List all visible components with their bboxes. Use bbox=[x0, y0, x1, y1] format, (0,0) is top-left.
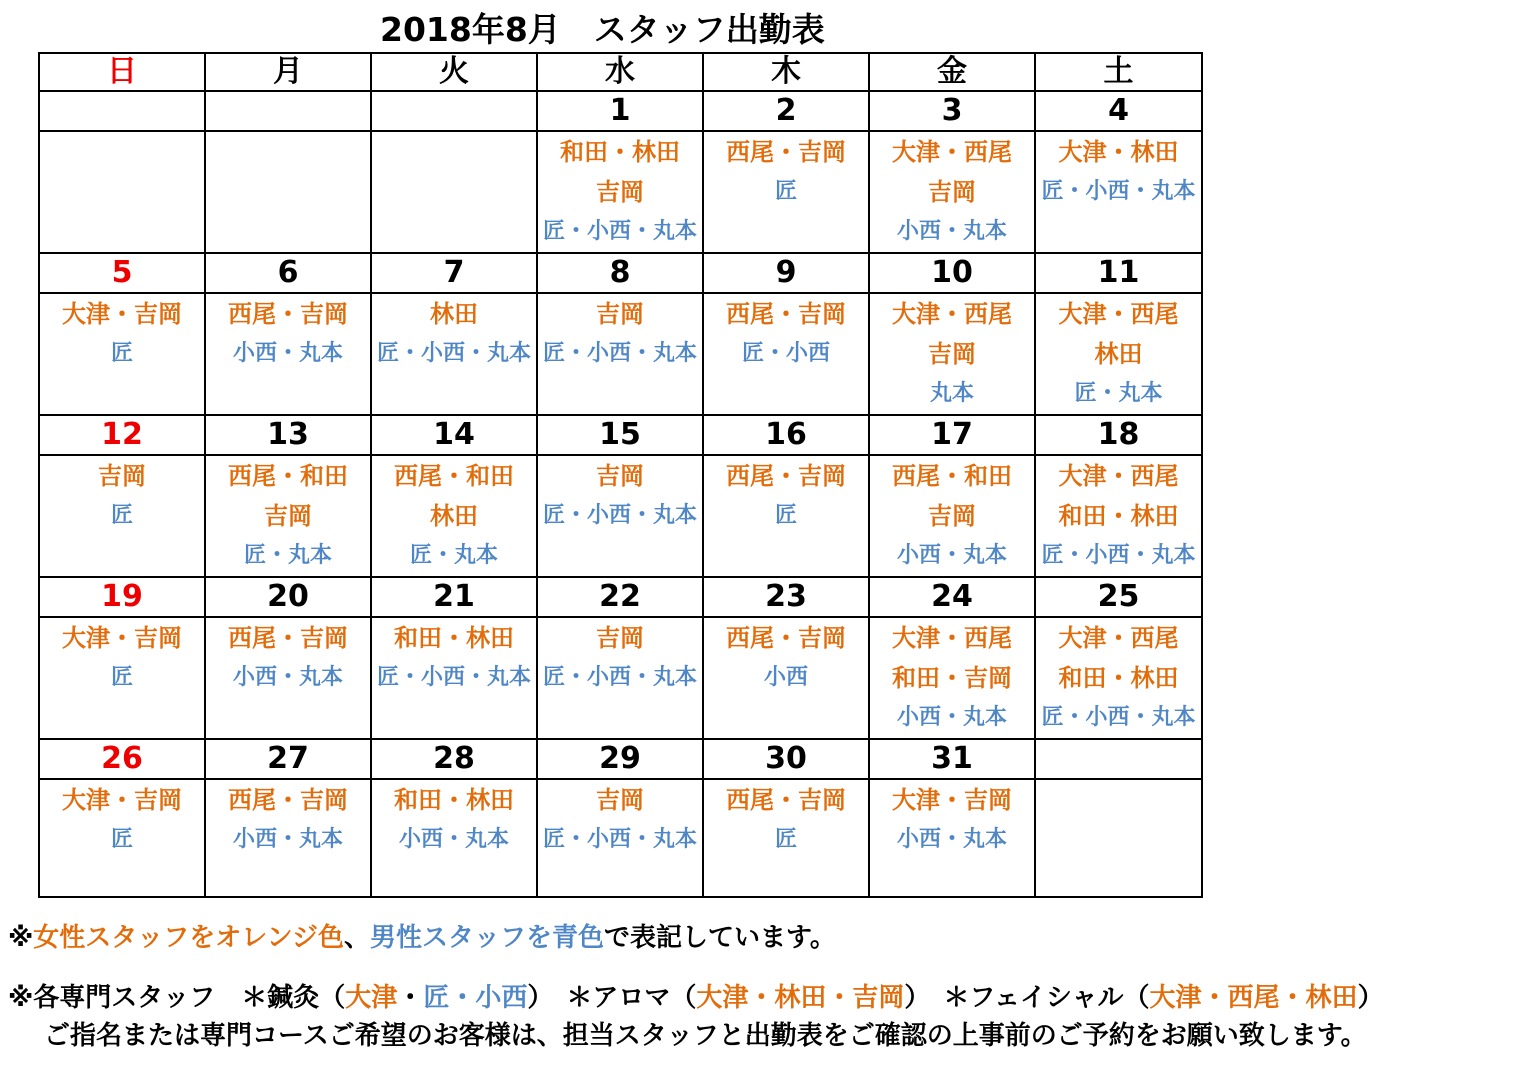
male-staff: 小西・丸本 bbox=[896, 705, 1007, 730]
weekday-fri: 金 bbox=[869, 53, 1035, 91]
date-cell: 9 bbox=[703, 253, 869, 293]
female-staff: 西尾・吉岡 bbox=[228, 624, 348, 652]
staff-cell bbox=[205, 617, 371, 739]
female-staff: 和田・林田 bbox=[1058, 502, 1179, 530]
female-staff: 大津・林田 bbox=[1058, 138, 1179, 166]
note-tail: で表記しています。 bbox=[604, 923, 836, 953]
date-cell: 29 bbox=[537, 739, 703, 779]
female-staff: 林田 bbox=[1094, 340, 1143, 368]
weekday-sun: 日 bbox=[39, 53, 205, 91]
female-staff: 西尾・吉岡 bbox=[726, 138, 846, 166]
date-cell: 30 bbox=[703, 739, 869, 779]
staff-cell bbox=[371, 131, 537, 253]
staff-cell bbox=[205, 293, 371, 415]
date-cell: 2 bbox=[703, 91, 869, 131]
date-cell: 8 bbox=[537, 253, 703, 293]
staff-cell bbox=[869, 293, 1035, 415]
male-staff: 匠 bbox=[774, 179, 797, 204]
male-staff: 匠・小西・丸本 bbox=[376, 665, 531, 690]
male-staff: 匠・小西・丸本 bbox=[1041, 543, 1196, 568]
female-staff: 西尾・吉岡 bbox=[726, 300, 846, 328]
female-staff: 吉岡 bbox=[928, 178, 976, 206]
date-cell: 24 bbox=[869, 577, 1035, 617]
staff-cell bbox=[537, 779, 703, 897]
female-staff: 西尾・和田 bbox=[892, 462, 1012, 490]
staff-row bbox=[39, 131, 1202, 253]
staff-cell bbox=[205, 779, 371, 897]
staff-cell bbox=[869, 131, 1035, 253]
male-staff: 匠・小西・丸本 bbox=[1041, 179, 1196, 204]
staff-cell bbox=[703, 293, 869, 415]
female-staff: 西尾・吉岡 bbox=[726, 786, 846, 814]
date-cell: 18 bbox=[1035, 415, 1202, 455]
staff-cell bbox=[703, 617, 869, 739]
female-staff: 大津・西尾 bbox=[1058, 300, 1179, 328]
female-staff: 西尾・吉岡 bbox=[726, 624, 846, 652]
spec-close: ） bbox=[1357, 983, 1384, 1013]
male-staff: 小西・丸本 bbox=[896, 827, 1007, 852]
female-staff: 大津・西尾 bbox=[1058, 624, 1179, 652]
male-staff: 匠・小西・丸本 bbox=[542, 341, 697, 366]
male-staff: 匠・丸本 bbox=[1074, 381, 1163, 406]
color-legend-note bbox=[8, 918, 836, 958]
date-cell: 17 bbox=[869, 415, 1035, 455]
date-cell: 20 bbox=[205, 577, 371, 617]
date-cell: 19 bbox=[39, 577, 205, 617]
male-staff: 匠・丸本 bbox=[243, 543, 332, 568]
male-staff: 小西・丸本 bbox=[232, 827, 343, 852]
male-staff: 匠 bbox=[110, 503, 133, 528]
staff-cell bbox=[371, 779, 537, 897]
female-staff: 林田 bbox=[430, 300, 478, 328]
staff-cell bbox=[869, 455, 1035, 577]
spec-facial-staff: 大津・西尾・林田 bbox=[1149, 983, 1358, 1013]
staff-cell bbox=[39, 293, 205, 415]
male-staff: 匠 bbox=[110, 341, 133, 366]
female-staff: 吉岡 bbox=[928, 502, 976, 530]
date-cell: 13 bbox=[205, 415, 371, 455]
date-cell: 26 bbox=[39, 739, 205, 779]
staff-row bbox=[39, 617, 1202, 739]
female-staff: 大津・西尾 bbox=[892, 300, 1012, 328]
female-staff: 和田・林田 bbox=[1058, 664, 1179, 692]
staff-cell bbox=[371, 455, 537, 577]
female-staff: 西尾・和田 bbox=[228, 462, 348, 490]
female-staff: 大津・吉岡 bbox=[62, 624, 182, 652]
female-staff: 西尾・吉岡 bbox=[228, 300, 348, 328]
male-staff: 小西・丸本 bbox=[232, 665, 343, 690]
spec-aroma-staff: 大津・林田・吉岡 bbox=[696, 983, 905, 1013]
female-staff: 大津・西尾 bbox=[1058, 462, 1179, 490]
spec-acupuncture-label: ※各専門スタッフ ＊鍼灸（ bbox=[8, 983, 346, 1013]
date-cell bbox=[205, 91, 371, 131]
date-row bbox=[39, 577, 1202, 617]
male-staff: 匠 bbox=[110, 665, 133, 690]
date-row bbox=[39, 91, 1202, 131]
female-staff: 和田・吉岡 bbox=[892, 664, 1012, 692]
date-row bbox=[39, 253, 1202, 293]
staff-cell bbox=[537, 131, 703, 253]
female-staff: 和田・林田 bbox=[394, 786, 514, 814]
date-cell: 16 bbox=[703, 415, 869, 455]
page-title: 2018年8月 スタッフ出勤表 bbox=[380, 10, 825, 49]
female-staff: 吉岡 bbox=[596, 178, 644, 206]
date-cell bbox=[1035, 739, 1202, 779]
male-staff: 小西 bbox=[763, 665, 808, 690]
male-staff: 匠・小西・丸本 bbox=[542, 503, 697, 528]
reservation-note: ご指名または専門コースご希望のお客様は、担当スタッフと出勤表をご確認の上事前のご予約をお願い致します。 bbox=[44, 1021, 1367, 1051]
date-cell: 21 bbox=[371, 577, 537, 617]
staff-cell bbox=[703, 455, 869, 577]
weekday-mon: 月 bbox=[205, 53, 371, 91]
male-staff: 匠・小西・丸本 bbox=[376, 341, 531, 366]
date-cell: 6 bbox=[205, 253, 371, 293]
weekday-sat: 土 bbox=[1035, 53, 1202, 91]
staff-cell bbox=[371, 293, 537, 415]
staff-cell bbox=[1035, 455, 1202, 577]
date-cell: 14 bbox=[371, 415, 537, 455]
female-staff: 大津・西尾 bbox=[892, 624, 1012, 652]
staff-row bbox=[39, 293, 1202, 415]
date-cell: 10 bbox=[869, 253, 1035, 293]
staff-cell bbox=[1035, 617, 1202, 739]
staff-row bbox=[39, 779, 1202, 897]
male-staff: 小西・丸本 bbox=[896, 219, 1007, 244]
female-staff: 西尾・和田 bbox=[394, 462, 514, 490]
female-staff: 吉岡 bbox=[264, 502, 312, 530]
specialist-note bbox=[8, 978, 1384, 1018]
staff-cell bbox=[1035, 779, 1202, 897]
date-cell: 1 bbox=[537, 91, 703, 131]
female-staff: 西尾・吉岡 bbox=[228, 786, 348, 814]
staff-cell bbox=[537, 455, 703, 577]
female-staff: 吉岡 bbox=[596, 462, 644, 490]
date-row bbox=[39, 415, 1202, 455]
weekday-header-row bbox=[39, 53, 1202, 91]
staff-cell bbox=[869, 617, 1035, 739]
staff-cell bbox=[39, 131, 205, 253]
staff-cell bbox=[205, 455, 371, 577]
female-staff: 吉岡 bbox=[596, 786, 644, 814]
staff-cell bbox=[371, 617, 537, 739]
staff-cell bbox=[1035, 293, 1202, 415]
staff-cell bbox=[39, 617, 205, 739]
spec-aroma-label: ） ＊アロマ（ bbox=[527, 983, 697, 1013]
female-staff: 吉岡 bbox=[98, 462, 146, 490]
weekday-thu: 木 bbox=[703, 53, 869, 91]
female-legend: 女性スタッフをオレンジ色 bbox=[33, 923, 344, 953]
female-staff: 吉岡 bbox=[928, 340, 976, 368]
staff-cell bbox=[205, 131, 371, 253]
date-cell: 23 bbox=[703, 577, 869, 617]
female-staff: 林田 bbox=[430, 502, 478, 530]
note-comma: 、 bbox=[343, 923, 370, 953]
date-cell: 11 bbox=[1035, 253, 1202, 293]
male-staff: 小西・丸本 bbox=[398, 827, 509, 852]
date-cell: 31 bbox=[869, 739, 1035, 779]
male-staff: 匠・小西・丸本 bbox=[1041, 705, 1196, 730]
staff-cell bbox=[703, 779, 869, 897]
male-staff: 匠 bbox=[774, 503, 797, 528]
date-cell bbox=[39, 91, 205, 131]
staff-cell bbox=[1035, 131, 1202, 253]
male-staff: 丸本 bbox=[929, 381, 974, 406]
male-staff: 匠 bbox=[774, 827, 797, 852]
date-cell: 4 bbox=[1035, 91, 1202, 131]
date-cell: 27 bbox=[205, 739, 371, 779]
date-cell bbox=[371, 91, 537, 131]
female-staff: 西尾・吉岡 bbox=[726, 462, 846, 490]
date-cell: 7 bbox=[371, 253, 537, 293]
female-staff: 吉岡 bbox=[596, 300, 644, 328]
male-staff: 匠・小西 bbox=[741, 341, 830, 366]
note-mark: ※ bbox=[8, 923, 34, 953]
schedule-table bbox=[38, 52, 1203, 898]
female-staff: 大津・吉岡 bbox=[62, 300, 182, 328]
weekday-wed: 水 bbox=[537, 53, 703, 91]
staff-cell bbox=[39, 455, 205, 577]
male-staff: 小西・丸本 bbox=[896, 543, 1007, 568]
date-cell: 5 bbox=[39, 253, 205, 293]
spec-acupuncture-female: 大津 bbox=[345, 983, 398, 1013]
male-staff: 匠 bbox=[110, 827, 133, 852]
female-staff: 大津・吉岡 bbox=[892, 786, 1012, 814]
staff-cell bbox=[39, 779, 205, 897]
male-staff: 小西・丸本 bbox=[232, 341, 343, 366]
date-cell: 22 bbox=[537, 577, 703, 617]
staff-cell bbox=[537, 617, 703, 739]
date-cell: 28 bbox=[371, 739, 537, 779]
female-staff: 大津・吉岡 bbox=[62, 786, 182, 814]
spec-facial-label: ） ＊フェイシャル（ bbox=[904, 983, 1150, 1013]
date-cell: 12 bbox=[39, 415, 205, 455]
female-staff: 大津・西尾 bbox=[892, 138, 1012, 166]
date-cell: 3 bbox=[869, 91, 1035, 131]
male-legend: 男性スタッフを青色 bbox=[370, 923, 605, 953]
date-row bbox=[39, 739, 1202, 779]
male-staff: 匠・丸本 bbox=[409, 543, 498, 568]
male-staff: 匠・小西・丸本 bbox=[542, 827, 697, 852]
female-staff: 和田・林田 bbox=[394, 624, 514, 652]
date-cell: 25 bbox=[1035, 577, 1202, 617]
male-staff: 匠・小西・丸本 bbox=[542, 665, 697, 690]
date-cell: 15 bbox=[537, 415, 703, 455]
spec-sep: ・ bbox=[397, 983, 424, 1013]
weekday-tue: 火 bbox=[371, 53, 537, 91]
staff-cell bbox=[537, 293, 703, 415]
staff-cell bbox=[703, 131, 869, 253]
male-staff: 匠・小西・丸本 bbox=[542, 219, 697, 244]
staff-cell bbox=[869, 779, 1035, 897]
staff-row bbox=[39, 455, 1202, 577]
female-staff: 和田・林田 bbox=[560, 138, 680, 166]
female-staff: 吉岡 bbox=[596, 624, 644, 652]
spec-acupuncture-male: 匠・小西 bbox=[423, 983, 528, 1013]
